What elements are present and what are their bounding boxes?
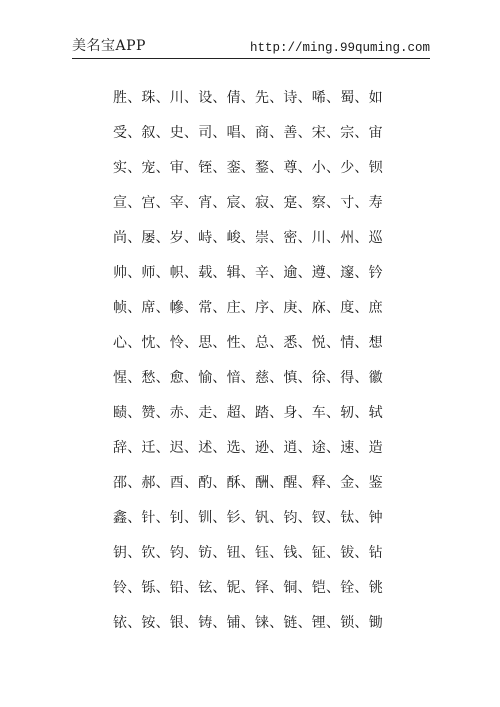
character-row: 实、宠、审、铚、銮、鍪、尊、小、少、钡: [113, 160, 383, 176]
character-row: 鑫、针、钊、钏、钐、钒、钧、钗、钛、钟: [113, 510, 383, 526]
page-header: [72, 36, 430, 59]
character-row: 钥、钦、钧、钫、钮、钰、钱、钲、钹、钻: [113, 545, 383, 561]
character-row: 受、叙、史、司、唱、商、善、宋、宗、宙: [113, 125, 383, 141]
character-row: 邵、郝、酉、酌、酥、酬、醒、释、金、鉴: [113, 475, 383, 491]
character-row: 惺、愁、愈、愉、愔、慈、慎、徐、得、徽: [113, 370, 383, 386]
character-row: 尚、屡、岁、峙、峻、崇、密、川、州、巡: [113, 230, 383, 246]
character-row: 赜、赞、赤、走、超、踏、身、车、轫、轼: [113, 405, 383, 421]
character-row: 铱、铵、银、铸、铺、铼、链、锂、锁、锄: [113, 615, 383, 631]
site-url: http://ming.99quming.com: [249, 41, 430, 55]
character-row: 帧、席、幓、常、庄、序、庚、庥、度、庶: [113, 300, 383, 316]
brand-label: 美名宝APP: [72, 38, 146, 54]
character-row: 辞、迁、迟、述、选、逊、逍、途、速、造: [113, 440, 383, 456]
character-row: 帅、师、帜、载、辑、辛、逾、遵、邃、钤: [113, 265, 383, 281]
character-row: 胜、珠、川、设、倩、先、诗、唏、蜀、如: [113, 90, 383, 106]
character-list: [113, 86, 383, 646]
character-row: 铃、铄、铅、铉、铌、铎、铜、铠、铨、铫: [113, 580, 383, 596]
character-row: 宣、宫、宰、宵、宸、寂、寔、察、寸、寿: [113, 195, 383, 211]
character-row: 心、忱、怜、思、性、总、悉、悦、情、想: [113, 335, 383, 351]
